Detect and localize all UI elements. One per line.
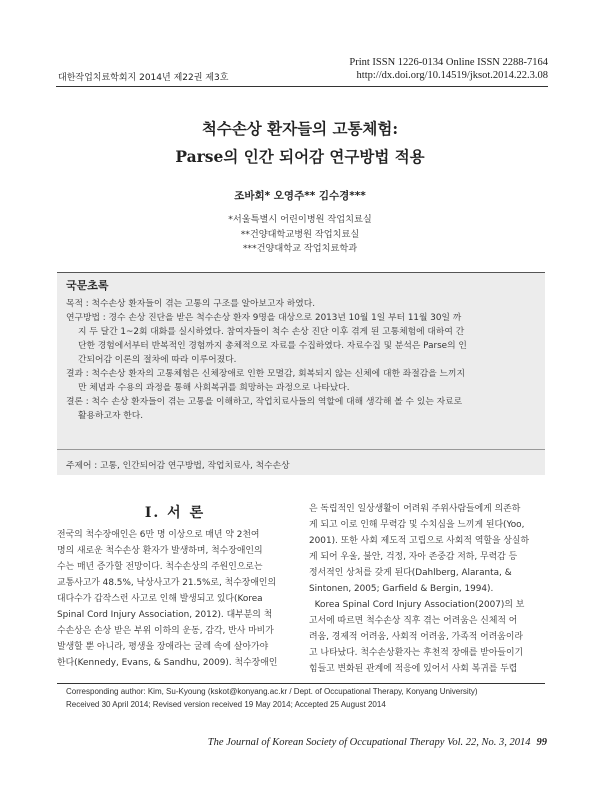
section-heading-introduction: Ⅰ. 서 론 — [144, 505, 206, 521]
body-text-line: 2001). 또한 사회 제도적 고립으로 사회적 역할을 상실하 — [309, 536, 530, 546]
body-text-line: Sintonen, 2005; Garfield & Bergin, 1994). — [309, 584, 494, 594]
received-dates-note: Received 30 April 2014; Revised version received 19 May 2014; Accepted 25 August 2014 — [66, 700, 386, 709]
title-line-2: Parse의 인간 되어감 연구방법 적용 — [175, 147, 425, 166]
body-text-line: 교통사고가 48.5%, 낙상사고가 21.5%로, 척수장애인의 — [57, 578, 277, 588]
affiliation-3: ***건양대학교 작업치료학과 — [242, 243, 358, 254]
abstract-line: 결론 : 척수 손상 환자들이 겪는 고통을 이해하고, 작업치료사들의 역할에 대해 생각해 볼 수 있는 자료로 — [66, 397, 463, 407]
issn-block — [349, 56, 548, 82]
keywords-rule — [57, 449, 545, 450]
page-number: 99 — [536, 737, 547, 748]
abstract-line: 단한 경험에서부터 반복적인 경험까지 총체적으로 자료를 수집하였다. 자료수집 및 분석은 Parse의 인 — [78, 341, 467, 351]
body-text-line: 명의 새로운 척수손상 환자가 발생하며, 척수장애인의 — [57, 546, 263, 556]
body-text-line: 전국의 척수장애인은 6만 명 이상으로 매년 약 2천여 — [57, 530, 260, 540]
author-list: 조바회* 오영주** 김수경*** — [234, 190, 366, 202]
affiliation-2: **건양대학교병원 작업치료실 — [240, 229, 360, 240]
header-rule — [56, 86, 548, 87]
keywords: 주제어 : 고통, 인간되어감 연구방법, 작업치료사, 척수손상 — [66, 461, 290, 471]
abstract-line: 결과 : 척수손상 환자의 고통체험은 신체장애로 인한 모멸감, 회복되지 않는 신체에 대한 좌절감을 느끼지 — [66, 369, 466, 379]
doi-link[interactable]: http://dx.doi.org/10.14519/jksot.2014.22.3.08 — [356, 70, 548, 81]
body-text-line: 려움, 경제적 어려움, 사회적 어려움, 가족적 어려움이라 — [309, 632, 523, 642]
abstract-line: 만 체념과 수용의 과정을 통해 사회복귀를 희망하는 과정으로 나타났다. — [78, 383, 350, 393]
abstract-line: 간되어감 이론의 절차에 따라 이루어졌다. — [78, 355, 237, 365]
body-text-line: Spinal Cord Injury Association, 2012). 대부분의 척 — [57, 610, 273, 620]
abstract-heading: 국문초록 — [66, 279, 109, 292]
body-text-line: 대다수가 갑작스런 사고로 인해 발생되고 있다(Korea — [57, 594, 263, 604]
body-text-line: 정서적인 상처를 갖게 된다(Dahlberg, Alaranta, & — [309, 568, 512, 578]
abstract-line: 연구방법 : 경수 손상 진단을 받은 척수손상 환자 9명을 대상으로 2013년 10월 1일 부터 11월 30일 까 — [66, 313, 462, 323]
body-text-line: 은 독립적인 일상생활이 어려워 주위사람들에게 의존하 — [309, 504, 521, 514]
abstract-line: 지 두 달간 1~2회 대화를 실시하였다. 참여자들이 척수 손상 진단 이후 겪게 된 고통체험에 대하여 간 — [78, 327, 465, 337]
running-footer — [208, 737, 547, 748]
body-text-line: 고 나타났다. 척수손상환자는 후천적 장애를 받아들이기 — [309, 648, 524, 658]
body-text-line: Korea Spinal Cord Injury Association(2007)의 보 — [309, 600, 525, 610]
affiliation-1: *서울특별시 어린이병원 작업치료실 — [228, 214, 372, 225]
issn-text: Print ISSN 1226-0134 Online ISSN 2288-7164 — [349, 57, 548, 68]
corresponding-author-note: Corresponding author: Kim, Su-Kyoung (kskot@konyang.ac.kr / Dept. of Occupational Therapy, Konyang University) — [66, 687, 478, 696]
body-text-line: 힘들고 변화된 관계에 적응에 있어서 사회 복귀를 두렵 — [309, 664, 518, 674]
journal-header-korean: 대한작업치료학회지 2014년 제22권 제3호 — [58, 73, 229, 83]
body-text-line: 수는 매년 증가할 전망이다. 척수손상의 주원인으로는 — [57, 562, 263, 572]
body-text-line: 게 되어 우울, 불안, 걱정, 자아 존중감 저하, 무력감 등 — [309, 552, 518, 562]
title-line-1: 척수손상 환자들의 고통체험: — [201, 119, 399, 138]
body-text-line: 수손상은 손상 받은 부위 이하의 운동, 감각, 반사 마비가 — [57, 626, 274, 636]
body-text-line: 발생할 뿐 아니라, 평생을 장애라는 굴레 속에 살아가야 — [57, 642, 269, 652]
abstract-line: 활용하고자 한다. — [78, 411, 144, 421]
abstract-line: 목적 : 척수손상 환자들이 겪는 고통의 구조를 알아보고자 하였다. — [66, 299, 316, 309]
footnote-rule — [57, 683, 545, 684]
body-text-line: 게 되고 이로 인해 무력감 및 수치심을 느끼게 된다(Yoo, — [309, 520, 525, 530]
body-text-line: 고서에 따르면 척수손상 직후 겪는 어려움은 신체적 어 — [309, 616, 518, 626]
body-text-line: 한다(Kennedy, Evans, & Sandhu, 2009). 척수장애인 — [57, 658, 278, 668]
footer-journal-name: The Journal of Korean Society of Occupational Therapy Vol. 22, No. 3, 2014 — [207, 737, 531, 748]
